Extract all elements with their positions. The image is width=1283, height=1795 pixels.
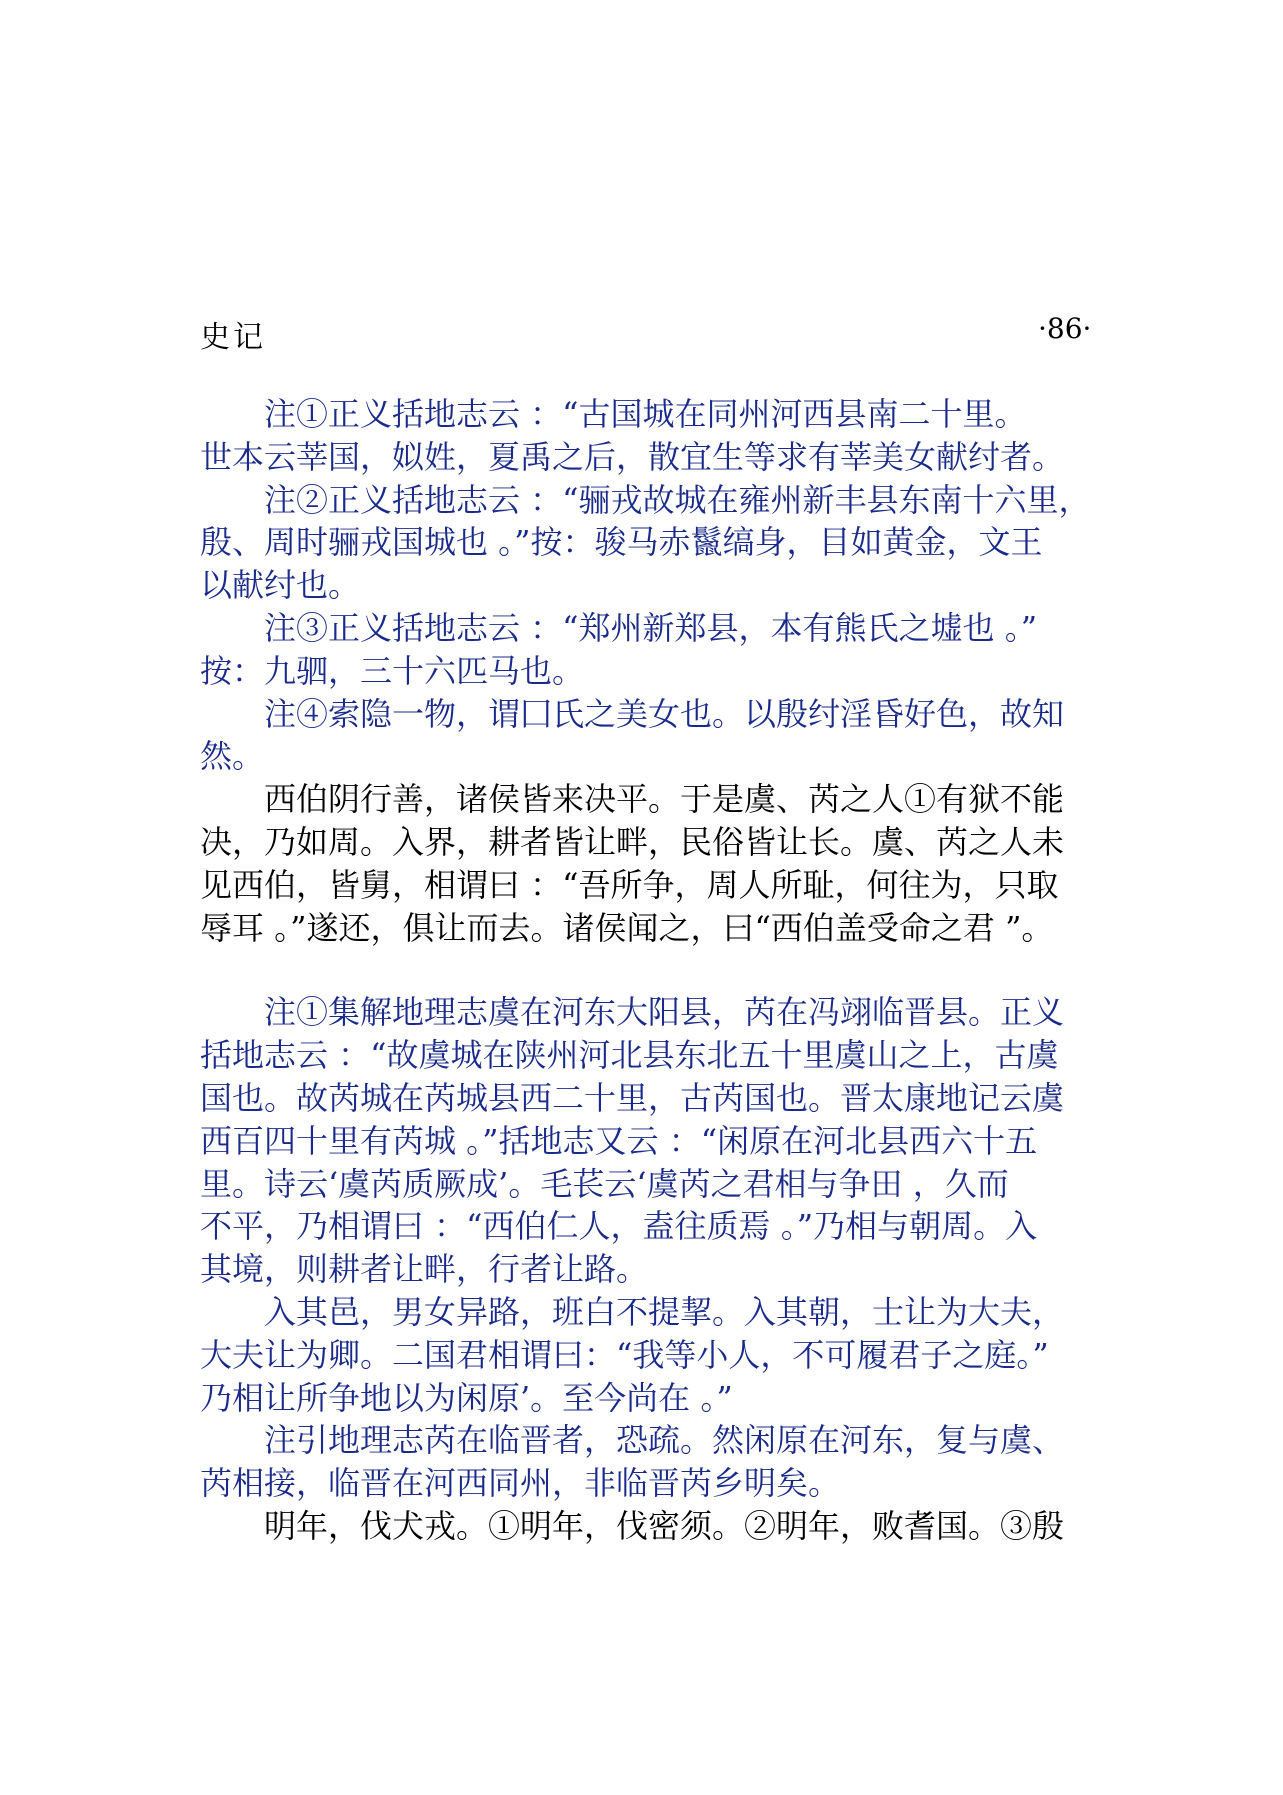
text-line: 世本云莘国，姒姓，夏禹之后，散宜生等求有莘美女献纣者。 (200, 437, 1065, 476)
annotation-paragraph (200, 607, 1100, 693)
text-line: 注①集解地理志虞在河东大阳县，芮在冯翊临晋县。正义 (264, 993, 1065, 1032)
text-line: 辱耳 。”遂还，俱让而去。诸侯闻之，曰“西伯盖受命之君 ”。 (200, 908, 1054, 947)
text-line: 不平，乃相谓曰 ：“西伯仁人，盍往质焉 。”乃相与朝周。入 (200, 1207, 1038, 1246)
paragraph-gap (200, 949, 1100, 991)
text-line: 括地志云 ：“故虞城在陕州河北县东北五十里虞山之上，古虞 (200, 1036, 1059, 1075)
main-text-paragraph (200, 1505, 1100, 1548)
text-line: 其境，则耕者让畔，行者让路。 (200, 1250, 649, 1289)
book-title: 史记 (200, 320, 266, 355)
annotation-paragraph (200, 479, 1100, 607)
annotation-paragraph (200, 1291, 1100, 1419)
text-line: 以献纣也。 (200, 566, 361, 605)
text-line: 西百四十里有芮城 。”括地志又云 ：“闲原在河北县西六十五 (200, 1121, 1038, 1160)
text-line: 注③正义括地志云 ：“郑州新郑县，本有熊氏之墟也 。” (264, 608, 1038, 647)
text-line: 乃相让所争地以为闲原’。至今尚在 。” (200, 1378, 733, 1417)
annotation-paragraph (200, 1419, 1100, 1505)
annotation-paragraph (200, 991, 1100, 1291)
main-text-paragraph (200, 778, 1100, 949)
annotation-paragraph (200, 393, 1100, 479)
text-line: 注④索隐一物，谓囗氏之美女也。以殷纣淫昏好色，故知 (264, 694, 1065, 733)
text-line: 然。 (200, 737, 265, 776)
text-line: 决，乃如周。入界，耕者皆让畔，民俗皆让长。虞、芮之人未 (200, 822, 1065, 861)
body-text (200, 393, 1100, 1548)
text-line: 大夫让为卿。二国君相谓曰：“我等小人，不可履君子之庭。” (200, 1335, 1049, 1374)
text-line: 见西伯，皆舅，相谓曰 ：“吾所争，周人所耻，何往为，只取 (200, 865, 1059, 904)
text-line: 注②正义括地志云 ：“骊戎故城在雍州新丰县东南十六里， (264, 480, 1091, 519)
page-number: ·86· (1038, 312, 1092, 345)
text-line: 入其邑，男女异路，班白不提挈。入其朝，士让为大夫， (264, 1292, 1065, 1331)
text-line: 国也。故芮城在芮城县西二十里，古芮国也。晋太康地记云虞 (200, 1078, 1065, 1117)
text-line: 注①正义括地志云 ：“古国城在同州河西县南二十里。 (264, 395, 1027, 433)
text-line: 里。诗云‘虞芮质厥成’。毛苌云‘虞芮之君相与争田 ，久而 (200, 1164, 1009, 1203)
text-line: 芮相接，临晋在河西同州，非临晋芮乡明矣。 (200, 1464, 841, 1503)
text-line: 明年，伐犬戎。①明年，伐密须。②明年，败耆国。③殷 (264, 1506, 1065, 1545)
text-line: 按：九驷，三十六匹马也。 (200, 651, 585, 690)
text-line: 西伯阴行善，诸侯皆来决平。于是虞、芮之人①有狱不能 (264, 780, 1065, 819)
text-line: 殷、周时骊戎国城也 。”按：骏马赤鬣缟身，目如黄金，文王 (200, 523, 1043, 562)
text-line: 注引地理志芮在临晋者，恐疏。然闲原在河东，复与虞、 (264, 1421, 1065, 1460)
annotation-paragraph (200, 693, 1100, 779)
